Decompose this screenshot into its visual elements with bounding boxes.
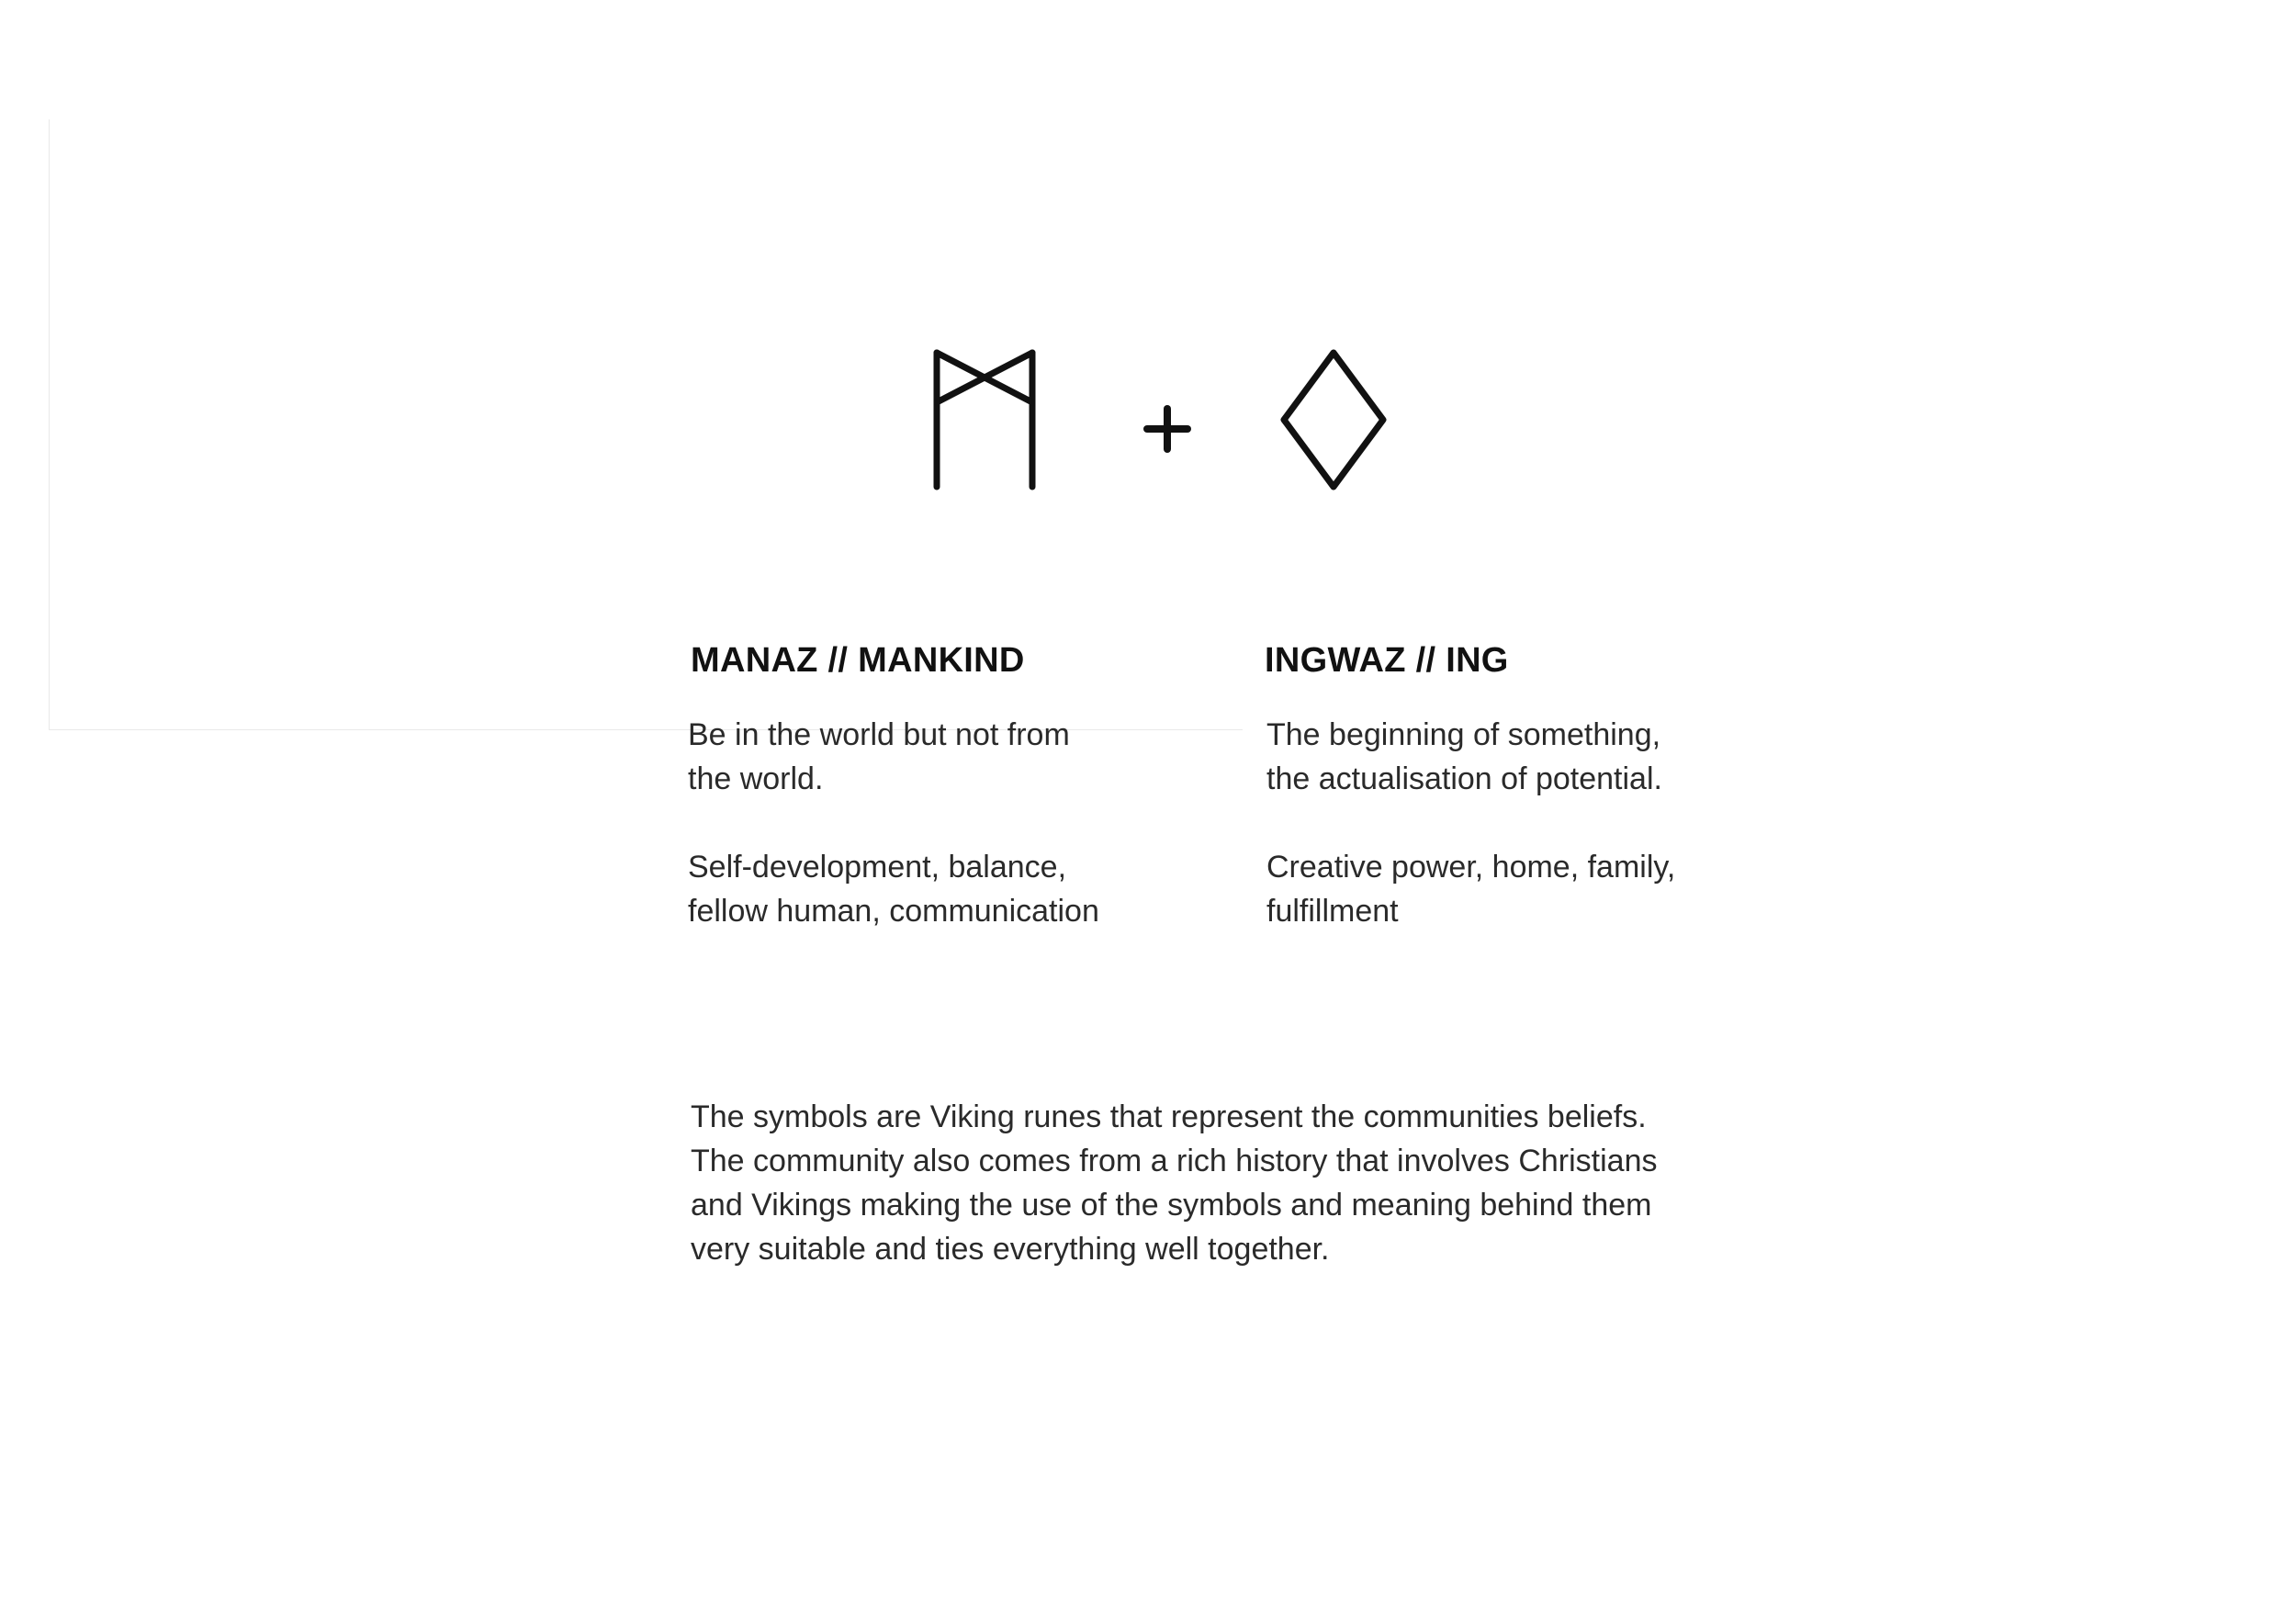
ingwaz-description-line: The beginning of something, (1266, 717, 1661, 752)
ingwaz-rune-icon (1275, 345, 1392, 494)
manaz-keywords-line: fellow human, communication (688, 894, 1099, 929)
ingwaz-heading: INGWAZ // ING (1265, 641, 1509, 680)
manaz-rune-icon (926, 345, 1043, 494)
ingwaz-description-line: the actualisation of potential. (1266, 761, 1662, 796)
summary-line: very suitable and ties everything well together. (691, 1232, 1330, 1267)
manaz-keywords-line: Self-development, balance, (688, 850, 1067, 885)
frame-vertical-line (49, 119, 50, 730)
summary-line: and Vikings making the use of the symbols and meaning behind them (691, 1188, 1652, 1223)
manaz-description-line: the world. (688, 761, 824, 796)
summary-paragraph (691, 1095, 1701, 1271)
summary-line: The symbols are Viking runes that represent the communities beliefs. (691, 1099, 1647, 1134)
manaz-description (688, 713, 1165, 933)
ingwaz-keywords-line: fulfillment (1266, 894, 1399, 929)
summary-line: The community also comes from a rich history that involves Christians (691, 1144, 1658, 1178)
manaz-description-line: Be in the world but not from (688, 717, 1070, 752)
manaz-heading: MANAZ // MANKIND (691, 641, 1025, 680)
plus-icon (1142, 404, 1192, 454)
ingwaz-keywords-line: Creative power, home, family, (1266, 850, 1676, 885)
ingwaz-description (1266, 713, 1744, 933)
rune-combination (882, 331, 1451, 514)
